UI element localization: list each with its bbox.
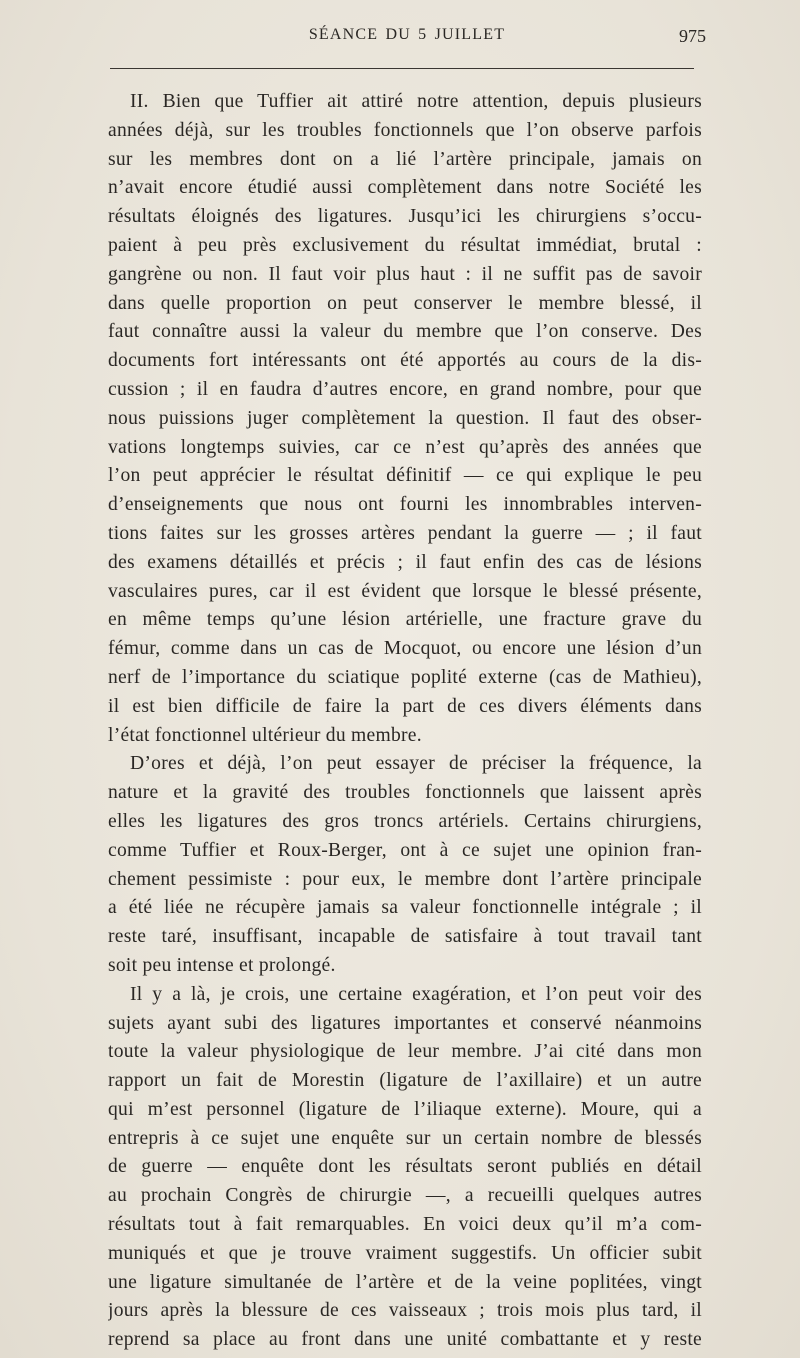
running-header — [108, 26, 706, 50]
text-line: a été liée ne récupère jamais sa valeur fonctionnelle intégrale ; il — [108, 897, 702, 919]
running-title: SÉANCE DU 5 JUILLET — [308, 26, 506, 43]
text-line: dans quelle proportion on peut conserver le membre blessé, il — [108, 292, 702, 314]
text-line: elles les ligatures des gros troncs artériels. Certains chirurgiens, — [108, 810, 702, 832]
body-text — [108, 88, 702, 1355]
text-line: sujets ayant subi des ligatures importantes et conservé néanmoins — [108, 1012, 702, 1034]
text-line: qui m’est personnel (ligature de l’iliaque externe). Moure, qui a — [108, 1098, 702, 1120]
text-line: gangrène ou non. Il faut voir plus haut : il ne suffit pas de savoir — [108, 263, 702, 285]
text-line: n’avait encore étudié aussi complètement dans notre Société les — [108, 177, 702, 199]
text-line: D’ores et déjà, l’on peut essayer de préciser la fréquence, la — [130, 753, 702, 775]
text-line: de guerre — enquête dont les résultats seront publiés en détail — [108, 1156, 702, 1178]
text-line: au prochain Congrès de chirurgie —, a recueilli quelques autres — [108, 1185, 702, 1207]
text-line: l’on peut apprécier le résultat définitif — ce qui explique le peu — [108, 465, 702, 487]
text-line: chement pessimiste : pour eux, le membre dont l’artère principale — [108, 868, 702, 890]
text-line: cussion ; il en faudra d’autres encore, en grand nombre, pour que — [108, 378, 702, 400]
text-line: une ligature simultanée de l’artère et de la veine poplitées, vingt — [108, 1271, 702, 1293]
text-line: reprend sa place au front dans une unité combattante et y reste — [108, 1329, 702, 1351]
text-line: nerf de l’importance du sciatique poplité externe (cas de Mathieu), — [108, 666, 702, 688]
text-line: nature et la gravité des troubles fonctionnels que laissent après — [108, 782, 702, 804]
text-line: nous puissions juger complètement la question. Il faut des obser- — [108, 407, 702, 429]
text-line: documents fort intéressants ont été apportés au cours de la dis- — [108, 350, 702, 372]
text-line: Il y a là, je crois, une certaine exagération, et l’on peut voir des — [130, 983, 702, 1005]
text-line: faut connaître aussi la valeur du membre que l’on conserve. Des — [108, 321, 702, 343]
text-line: muniqués et que je trouve vraiment suggestifs. Un officier subit — [108, 1242, 702, 1264]
text-line: années déjà, sur les troubles fonctionnels que l’on observe parfois — [108, 119, 702, 141]
text-line: sur les membres dont on a lié l’artère principale, jamais on — [108, 148, 702, 170]
text-line: résultats éloignés des ligatures. Jusqu’ici les chirurgiens s’occu- — [108, 206, 702, 228]
text-line: rapport un fait de Morestin (ligature de l’axillaire) et un autre — [108, 1070, 702, 1092]
text-line: vations longtemps suivies, car ce n’est qu’après des années que — [108, 436, 702, 458]
text-line: toute la valeur physiologique de leur membre. J’ai cité dans mon — [108, 1041, 702, 1063]
text-line: d’enseignements que nous ont fourni les innombrables interven- — [108, 494, 702, 516]
text-line: soit peu intense et prolongé. — [108, 954, 336, 976]
text-line: reste taré, insuffisant, incapable de satisfaire à tout travail tant — [108, 926, 702, 948]
text-line: en même temps qu’une lésion artérielle, une fracture grave du — [108, 609, 702, 631]
text-line: jours après la blessure de ces vaisseaux ; trois mois plus tard, il — [108, 1300, 702, 1322]
page-number: 975 — [679, 26, 706, 46]
text-line: comme Tuffier et Roux-Berger, ont à ce sujet une opinion fran- — [108, 839, 702, 861]
text-line: des examens détaillés et précis ; il faut enfin des cas de lésions — [108, 551, 702, 573]
text-line: paient à peu près exclusivement du résultat immédiat, brutal : — [108, 234, 702, 256]
text-line: résultats tout à fait remarquables. En voici deux qu’il m’a com- — [108, 1214, 702, 1236]
text-line: tions faites sur les grosses artères pendant la guerre — ; il faut — [108, 522, 702, 544]
text-line: l’état fonctionnel ultérieur du membre. — [108, 724, 422, 746]
text-line: il est bien difficile de faire la part de ces divers éléments dans — [108, 695, 702, 717]
text-line: II. Bien que Tuffier ait attiré notre attention, depuis plusieurs — [130, 91, 702, 112]
text-line: entrepris à ce sujet une enquête sur un certain nombre de blessés — [108, 1127, 702, 1149]
text-line: vasculaires pures, car il est évident que lorsque le blessé présente, — [108, 580, 702, 602]
text-line: fémur, comme dans un cas de Mocquot, ou encore une lésion d’un — [108, 638, 702, 660]
header-rule — [110, 68, 694, 69]
